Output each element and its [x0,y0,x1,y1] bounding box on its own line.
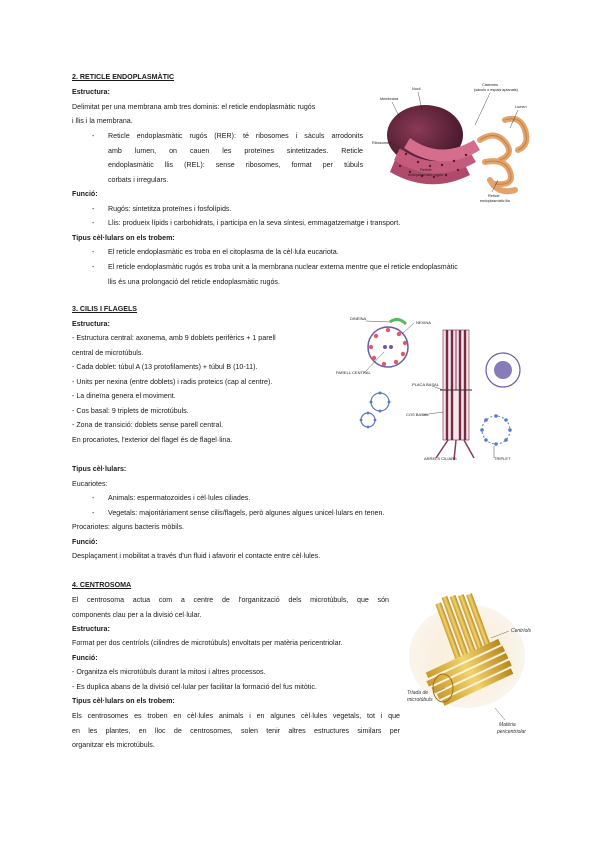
label-cisternes-sub: (sàculs o espais aplanats) [474,88,518,92]
label-nucli: Nucli [412,87,421,91]
label-arrels: ARRELS CILIARS [424,456,457,461]
paragraph-line: Reticle endoplasmàtic rugós (RER): té ribosomes i sàculs arrodonits [108,132,363,140]
list-bullet: - [92,263,95,271]
paragraph-line: i llis i la membrana. [72,117,133,125]
paragraph-line: El centrosoma actua com a centre de l'organització dels microtúbuls, que són [72,596,389,604]
list-item: Llis: produeix lípids i carbohidrats, i participa en la seva síntesi, emmagatzematge i transport. [108,219,401,227]
paragraph-line: Procariotes: alguns bacteris mòbils. [72,523,184,531]
paragraph-line: El reticle endoplasmàtic rugós es troba unit a la membrana nuclear externa mentre que el reticle endoplasmàtic [108,263,458,271]
paragraph-line: amb lumen, on cauen les proteïnes sintetitzades. Reticle [108,146,363,155]
paragraph-line: llis és una prolongació del reticle endoplasmàtic rugós. [108,277,280,286]
label-placa-basal: PLACA BASAL [412,382,439,387]
label-rer-2: endoplasmàtic rugós [408,173,444,177]
paragraph-line: - Cada doblet: túbul A (13 protofilaments) + túbul B (10-11). [72,363,258,371]
axoneme-section [368,327,408,367]
paragraph-line: corbats i irregulars. [108,175,169,184]
centrosome-figure [405,588,545,738]
list-item [108,260,458,289]
list-bullet: - [92,494,95,502]
list-bullet: - [92,509,95,517]
central-pair [383,345,387,349]
label-materia-2: pericentriolar [497,729,526,735]
section-title-reticle: 2. RETICLE ENDOPLASMÀTIC [72,73,175,81]
paragraph-line: Eucariotes: [72,480,108,488]
list-item: El reticle endoplasmàtic es troba en el citoplasma de la cèl·lula eucariota. [108,248,339,256]
paragraph-line: endoplasmàtic llis (REL): sense ribosomes, format per túbuls [108,161,363,170]
paragraph [72,593,389,622]
estructura-label: Estructura: [72,625,110,633]
list-item: Rugós: sintetitza proteïnes i fosfolípids. [108,205,232,213]
label-materia-1: Matèria [499,722,516,728]
dynein-arm [390,319,406,324]
label-dineina: DINEÏNA [350,316,367,321]
paragraph-line: - Cos basal: 9 triplets de microtúbuls. [72,407,189,415]
label-membrana-nuclear: Membrana [380,97,399,101]
tipus-label: Tipus cèl·lulars: [72,465,127,473]
funcio-label: Funció: [72,190,98,198]
list-item: Vegetals: majoritàriament sense cilis/flagels, però algunes algues unicel·lulars en tenen. [108,509,385,517]
label-triada-1: Tríada de [407,690,429,696]
paragraph-line: En procariotes, l'exterior del flagel és de flagel·lina. [72,436,233,444]
paragraph-line: - Es duplica abans de la divisió cel·lular per facilitar la formació del fus mitòtic. [72,683,317,691]
cilia-figure [328,312,528,462]
paragraph-line: Format per dos centríols (cilindres de microtúbuls) envoltats per matèria pericentriolar. [72,639,343,647]
paragraph-line: en les plantes, en lloc de centrosomes, solen tenir altres estructures similars per [72,726,400,735]
paragraph-line: - Zona de transició: doblets sense parell central. [72,421,224,429]
er-figure [370,80,540,210]
central-pair [389,345,393,349]
label-rel-1: Reticle [488,194,500,198]
basal-core [494,361,512,379]
tipus-label: Tipus cèl·lulars on els trobem: [72,234,175,242]
paragraph-line: components clau per a la divisió cel·lular. [72,610,202,619]
rel-tubules [480,119,526,192]
list-bullet: - [92,205,95,213]
label-triada-2: microtúbuls [407,697,433,703]
paragraph-line: - La dineïna genera el moviment. [72,392,176,400]
paragraph-line: Delimitat per una membrana amb tres dominis: el reticle endoplasmàtic rugós [72,103,316,111]
paragraph-line: organitzar els microtúbuls. [72,741,155,750]
paragraph-line: central de microtúbuls. [72,349,144,357]
paragraph [72,709,400,753]
label-triplet: TRIPLET [494,456,511,461]
label-rel-2: endoplasmàtic llis [480,199,510,203]
label-cisternes: Cisternes [482,83,499,87]
label-nexina: NEXINA [416,320,431,325]
small-ring [361,413,375,427]
paragraph-line: - Estructura central: axonema, amb 9 doblets perifèrics + 1 parell [72,334,276,342]
tipus-label: Tipus cèl·lulars on els trobem: [72,697,175,705]
estructura-label: Estructura: [72,88,110,96]
estructura-label: Estructura: [72,320,110,328]
small-ring [371,393,389,411]
label-ribosomes: Ribosomes [372,141,391,145]
funcio-label: Funció: [72,538,98,546]
paragraph-line: - Units per nexina (entre doblets) i radis proteics (cap al centre). [72,378,273,386]
section-title-centrosoma: 4. CENTROSOMA [72,581,132,589]
list-bullet: - [92,248,95,256]
triplet-dots [480,414,512,446]
label-rer-1: Reticle [420,168,432,172]
funcio-label: Funció: [72,654,98,662]
label-lumen: Lumen [515,105,527,109]
label-cos-basal: COS BASAL [406,412,429,417]
list-item: Animals: espermatozoides i cèl·lules ciliades. [108,494,251,502]
list-item [108,129,363,187]
paragraph-line: Desplaçament i mobilitat a través d'un fluid i afavorir el contacte entre cèl·lules. [72,552,321,560]
list-bullet: - [92,219,95,227]
paragraph-line: - Organitza els microtúbuls durant la mitosi i altres processos. [72,668,266,676]
list-bullet: - [92,132,95,140]
section-title-cilis: 3. CILIS I FLAGELS [72,305,138,313]
label-parell-central: PARELL CENTRAL [336,370,371,375]
paragraph-line: Els centrosomes es troben en cèl·lules animals i en algunes cèl·lules vegetals, tot i que [72,712,400,720]
label-centriols: Centríols [511,628,532,634]
